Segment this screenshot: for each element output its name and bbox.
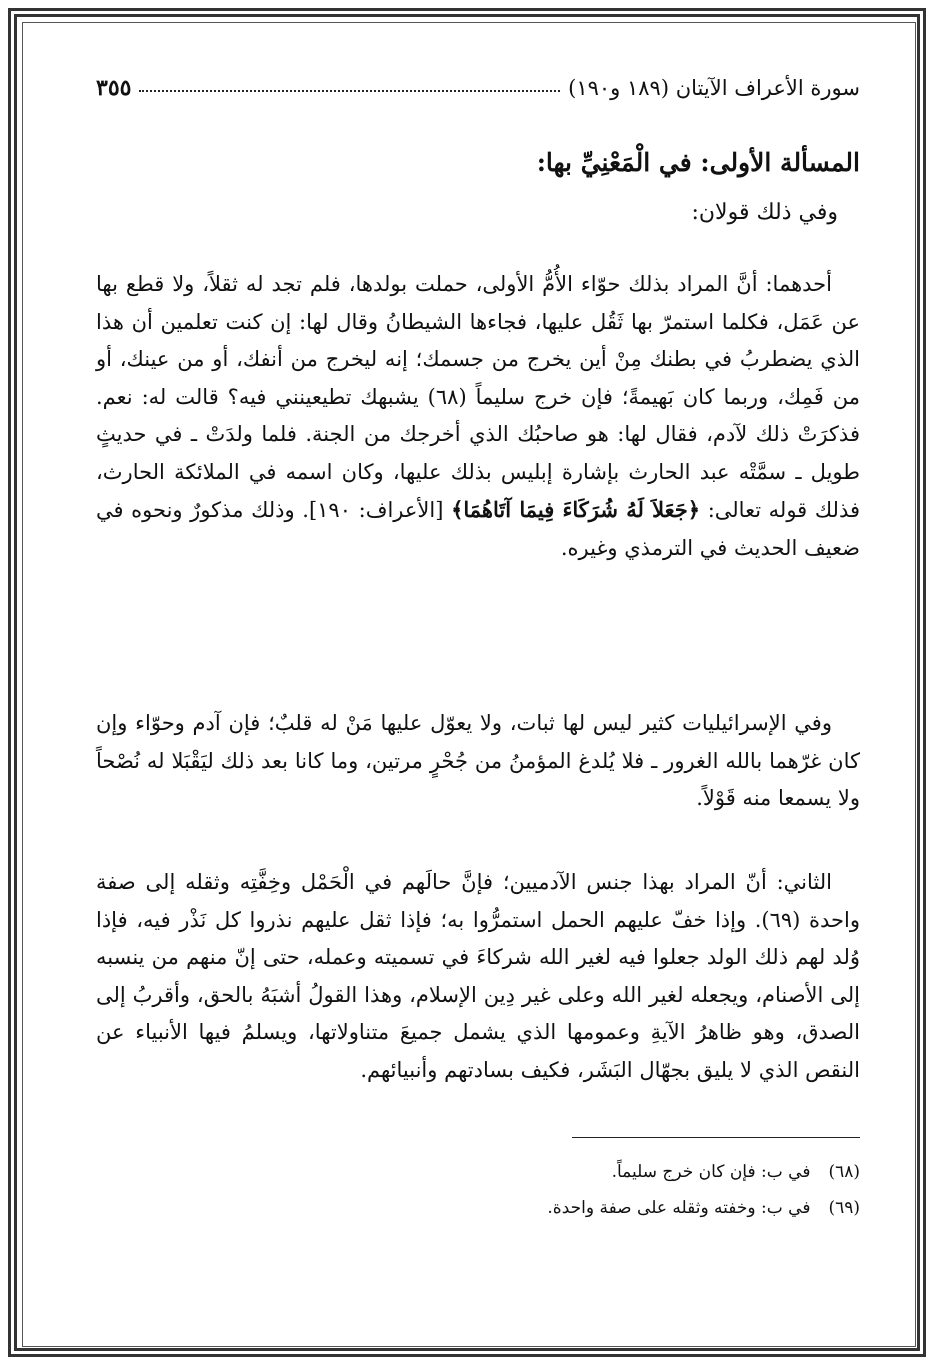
footnote-divider: [572, 1137, 860, 1138]
footnote-text: في ب: فإن كان خرج سليماً.: [611, 1162, 811, 1182]
page-number: ٣٥٥: [96, 75, 132, 101]
intro-line: وفي ذلك قولان:: [691, 200, 838, 225]
running-title: سورة الأعراف الآيتان (١٨٩ و١٩٠): [568, 76, 860, 100]
footnotes: [96, 1154, 860, 1226]
quran-verse: ﴿جَعَلاَ لَهُ شُرَكَاءَ فِيمَا آتَاهُمَا﴾: [451, 497, 701, 522]
leader-dots: [139, 90, 560, 92]
footnote-item: [96, 1154, 860, 1190]
footnote-item: [96, 1190, 860, 1226]
paragraph-text: [الأعراف: ١٩٠]. وذلك مذكورٌ ونحوه في ضعيف الحديث في الترمذي وغيره.: [96, 498, 860, 560]
paragraph-second-opinion: الثاني: أنّ المراد بهذا جنس الآدميين؛ فإنَّ حالَهم في الْحَمْل وخِفَّتِه وثقله إلى صفة واحدة (٦٩). وإذا خفّ عليهم الحمل استمرُّوا به؛ فإذا ثقل عليهم نذروا كل نَذْر فيه، فإذا وُلد لهم ذلك الولد جعلوا فيه لغير الله شركاءَ في تسميته وعمله، حتى إنّ منهم من ينسبه إلى الأصنام، ويجعله لغير الله وعلى غير دِين الإسلام، وهذا القولُ أشبَهُ بالحق، وأقربُ إلى الصدق، وهو ظاهرُ الآيةِ وعمومها الذي يشمل جميعَ متناولاتها، ويسلمُ فيها الأنبياء عن النقص الذي لا يليق بجهّال البَشَر، فكيف بسادتهم وأنبيائهم.: [96, 870, 860, 1082]
paragraph-text: أحدهما: أنَّ المراد بذلك حوّاء الأُمُّ الأولى، حملت بولدها، فلم تجد له ثقلاً، ولا قطع بها عن عَمَل، فكلما استمرّ بها ثَقُل عليها، فجاءها الشيطانُ وقال لها: إن كنت تعلمين أن هذا الذي يضطربُ في بطنك مِنْ أين يخرج من جسمك؛ إنه ليخرج من أنفك، أو من عينك، أو من فَمِك، وربما كان بَهيمةً؛ فإن خرج سليماً (٦٨) يشبهك تطيعينني فيه؟ قالت له: نعم. فذكرَتْ ذلك لآدم، فقال لها: هو صاحبُك الذي أخرجك من الجنة. فلما ولدَتْ ـ في حديثٍ طويل ـ سمَّتْه عبد الحارث بإشارة إبليس بذلك عليها، وكان اسمه في الملائكة الحارث، فذلك قوله تعالى:: [96, 272, 861, 522]
footnote-text: في ب: وخفته وثقله على صفة واحدة.: [547, 1198, 811, 1218]
paragraph-first-opinion: [96, 266, 860, 567]
footnote-number: (٦٨): [828, 1162, 860, 1182]
footnote-number: (٦٩): [828, 1198, 860, 1218]
page-content: [96, 60, 860, 1310]
section-title: المسألة الأولى: في الْمَعْنِيِّ بها:: [536, 148, 860, 177]
running-header: [96, 70, 860, 106]
paragraph-israiliyyat: وفي الإسرائيليات كثير ليس لها ثبات، ولا يعوّل عليها مَنْ له قلبٌ؛ فإن آدم وحوّاء وإن كان غرّهما بالله الغرور ـ فلا يُلدغ المؤمنُ من جُحْرٍ مرتين، وما كانا بعد ذلك ليَقْبَلا له نُصْحاً ولا يسمعا منه قَوْلاً.: [96, 711, 860, 810]
